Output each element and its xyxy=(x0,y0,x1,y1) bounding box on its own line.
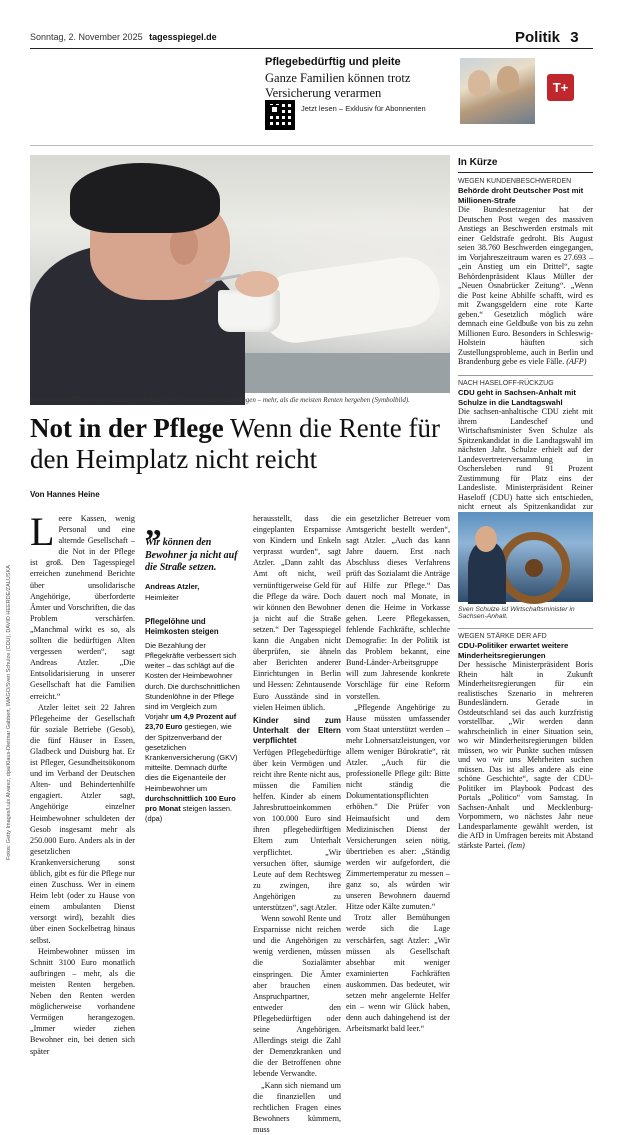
promo-rule xyxy=(30,145,593,146)
in-kurze-rule xyxy=(458,172,593,173)
schulze-photo xyxy=(458,512,593,602)
brief-divider xyxy=(458,375,593,376)
promo-cta[interactable]: Jetzt lesen – Exklusiv für Abonnenten xyxy=(301,104,426,113)
news-brief-text: Die sachsen-anhaltische CDU zieht mit ihrem Landeschef und Wirtschaftsminister Sven Schulze als Spitzenkandidat in die Landtagswahl im nächsten Jahr. Schulze erhielt auf der Landesvertreterversammlung in Oschersleben rund 91 Prozent Zustimmung für Platz eins der Landesliste. Ministerpräsident Reiner Haseloff (CDU) hatte sich entschieden, nicht erneut als Spitzenkandidat zur xyxy=(458,407,593,512)
promo-headline[interactable]: Pflegebedürftig und pleite xyxy=(265,56,401,68)
news-brief[interactable] xyxy=(458,632,593,850)
page-number: 3 xyxy=(570,29,579,46)
article-paragraph: Verfügen Pflegebedürftige über kein Vermögen und reicht ihre Rente nicht aus, müssen die Familien helfen. Kinder ab einem Jahresbruttoeinkommen von 100.000 Euro sind ihren pflegebedürftigen Eltern zum Unterhalt verpflichtet. „Wir versuchen öfter, säumige Leute auf dem Rechtsweg zu zwingen, ihre Angehörigen zu unterstützen“, sagt Atzler. xyxy=(253,747,341,912)
article-paragraph: Atzler leitet seit 22 Jahren Pflegeheime der Gesellschaft für soziale Betriebe (Gesob), die fünf Häuser in Essen, Gladbeck und Duisburg hat. Er ist Pfleger, Gesundheitsökonom und im Verband der Deutschen Alten- und Behindertenhilfe engagiert. Atzler sagt, Angehörige einzelner Heimbewohner schuldeten der Gesob insgesamt mehr als 250.000 Euro. Anders als in der gesetzlichen Krankenversicherung sonst üblich, gibt es für die Pflege nur einen Zuschuss. Wer in einem Heim lebt (oder zu Hause von einem ambulanten Dienst versorgt wird), bezahlt dies über einen Sockelbetrag hinaus selbst. xyxy=(30,702,135,945)
quote-mark-icon: „ xyxy=(145,506,162,543)
news-brief-text: Der hessische Ministerpräsident Boris Rhein hält in Zukunft Minderheitsregierungen für ein realistisches Szenario in mehreren Bundesländern. Gerade in Ostdeutschland sei das auch kurzfristig vorstellbar. „Wir werden dann wahrscheinlich in einer Situation sein, wo wir Minderheitsregierungen bilden müssen, wo wir Punkte suchen müssen und wo wir uns Mehrheiten suchen müssen. Das ist alles andere als eine schöne Geschichte“, sagte der CDU-Politiker im Playbook Podcast des Portals „Politico“ vom Samstag. In Sachsen-Anhalt und Mecklenburg-Vorpommern, wo nächstes Jahr neue Landesparlamente gewählt werden, ist die AfD in Umfragen bereits mit Abstand stärkste Partei. (lem) xyxy=(458,660,593,850)
article-headline[interactable] xyxy=(30,413,450,475)
article-paragraph: „Kann sich niemand um die finanziellen und rechtlichen Fragen eines Bewohners kümmern, muss xyxy=(253,1080,341,1134)
promo-photo-person xyxy=(468,70,490,96)
info-box-title: Pflegelöhne und Heimkosten steigen xyxy=(145,616,219,636)
main-photo xyxy=(30,155,450,393)
article-paragraph: „Pflegende Angehörige zu Hause müssten umfassender vom Staat unterstützt werden – mehr Lohnersatzleistungen, vor allem weniger Bürokratie“, rät Atzler. „Auch für die professionelle Pflege gilt: Bitte nicht ständig die Dokumentationspflichten erhöhen.“ Die Prüfer von Heimaufsicht und dem Medizinischen Dienst der Versicherungen seien nötig, übertrieben es aber: „Ständig werden wir aufgefordert, die Zimmertemperatur zu messen – ganz so, als würden wir unseren Bewohnern dauernd Hitze oder Kälte zumuten.“ xyxy=(346,702,450,912)
article-paragraph: Trotz aller Bemühungen werde sich die Lage verschärfen, sagt Atzler: „Wir müssen als Gesellschaft absehbar mit weniger examinierten Fachkräften auskommen. Das bedeutet, wir setzen mehr angelernte Helfer ein – wenn wir Glück haben, denn auch dahingehend ist der Arbeitsmarkt bald leer.“ xyxy=(346,913,450,1034)
in-kurze-title: In Kürze xyxy=(458,157,498,168)
info-box: Pflegelöhne und Heimkosten steigen Die Bezahlung der Pflegekräfte verbessert sich weiter – das schlägt auf die Kosten der Heimbewohner durch. Die durchschnittlichen Stundenlöhne in der Pflege sind im Vergleich zum Vorjahr um 4,9 Prozent auf 23,70 Euro gestiegen, wie der Spitzenverband der gesetzlichen Krankenversicherung (GKV) mitteilte. Demnach dürfte dies die Eigenanteile der Heimbewohner um durchschnittlich 100 Euro pro Monat steigen lassen. (dpa) xyxy=(145,616,240,824)
photo-person-head xyxy=(475,526,497,552)
photo-table xyxy=(220,353,450,393)
article-paragraph: ein gesetzlicher Betreuer vom Amtsgericht bestellt werden“, sagt Atzler. „Auch das kann Jahre dauern. Erst nach Abschluss dieses Verfahrens prüft das Sozialamt die Anträge auf Hilfe zur Pflege.“ Das dauert noch mal Monate, in denen die Heime in Vorkasse gehen. Leere Pflegekassen, fehlende Fachkräfte, schlechte Demografie: In der Politik ist das Problem bekannt, eine Bund-Länder-Arbeitsgruppe will zum Jahresende konkrete Vorschläge für eine Reform vorstellen. xyxy=(346,514,450,701)
news-brief-title: CDU-Politiker erwartet weitere Minderheitsregierungen xyxy=(458,641,569,660)
news-brief-title: Behörde droht Deutscher Post mit Millionen-Strafe xyxy=(458,186,584,205)
article-column-1 xyxy=(30,509,135,1057)
promo-photo-person xyxy=(497,66,519,92)
masthead-date-line xyxy=(30,32,217,42)
article-column-4 xyxy=(346,513,450,1034)
brief-divider xyxy=(458,628,593,629)
headline-topic: Not in der Pflege xyxy=(30,413,224,443)
photo-caregiver-hand xyxy=(235,271,279,297)
news-brief-kicker: WEGEN STÄRKE DER AFD xyxy=(458,633,547,640)
headline-text: Wenn die Rente für den Heimplatz nicht reicht xyxy=(30,413,440,475)
dropcap: L xyxy=(30,509,55,554)
news-brief-text: Die Bundesnetzagentur hat der Deutschen Post wegen des massiven Anstiegs an Beschwerden erstmals mit einer Geldstrafe gedroht. Bis August seien 38.760 Beschwerden eingegangen, im Vorjahreszeitraum waren es 27.693 – „ein Anstieg um ein Drittel“, sagte Behördenpräsident Klaus Müller der „Neuen Osnabrücker Zeitung“. „Wenn die Post keine Abhilfe schafft, wird es mit Zwangsgeldern eine rote Karte geben.“ Gesetzlich möglich wäre demnach eine Geldbuße von bis zu zehn Millionen Euro. Besonders in Schleswig-Holstein häuften sich Zustellungsprobleme, auch in Berlin und Brandenburg gebe es viele Fälle. (AFP) xyxy=(458,205,593,367)
promo-subline[interactable]: Ganze Familien können trotz Versicherung verarmen xyxy=(265,71,411,100)
byline: Von Hannes Heine xyxy=(30,490,100,499)
schulze-photo-caption: Sven Schulze ist Wirtschaftsminister in Sachsen-Anhalt. xyxy=(458,606,575,620)
article-column-3 xyxy=(253,513,341,1135)
article-paragraph: Heimbewohner müssen im Schnitt 3100 Euro monatlich aufbringen – mehr, als die meisten Renten hergeben. Neben den Renten werden möglicherweise vorhandene Vermögen herangezogen. „Immer wieder ziehen Bewohner ein, bei denen sich später xyxy=(30,946,135,1056)
pull-quote: Wir können den Bewohner ja nicht auf die Straße setzen. xyxy=(145,537,238,573)
article-paragraph: Wenn sowohl Rente und Ersparnisse nicht reichen und die Angehörigen zu wenig verdienen, müssen die Sozialämter einspringen. Die Ämter aber brauchen einen Anspruchpartner, entweder den Pflegebedürftigen oder seine Angehörigen. Allerdings steigt die Zahl der Demenzkranken und die der Betroffenen ohne lebende Verwandte. xyxy=(253,914,341,1079)
qr-code-icon[interactable] xyxy=(265,100,295,130)
section-label xyxy=(515,29,579,46)
article-paragraph: Leere Kassen, wenig Personal und eine alternde Gesellschaft – die Not in der Pflege ist groß. Den Tagesspiegel erreichen zunehmend Berichte über unsolidarische Angehörige, überforderte Ämter und Vorschriften, die das Problem verschärfen. „Manchmal wirkt es so, als sollten die bedürftigen Alten vergessen werden“, sagt Andreas Atzler. „Die Entsolidarisierung in unserer Gesellschaft hat die Familien erreicht.“ xyxy=(30,509,135,701)
article-paragraph: herausstellt, dass die eingeplanten Ersparnisse von Kindern und Enkeln verprasst wurden“, sagt Atzler. „Dann zahlt das Amt oft nicht, weil vernünftigerweise Geld für die Pflege da wäre. Doch wir können den Bewohner ja nicht auf die Straße setzen.“ Der Tagesspiegel kann die Angaben nicht überprüfen, sie ähneln aber Berichten anderer Einrichtungen in Berlin und Hessen: Zehntausende Euro Ausstände sind in vielen Heimen üblich. xyxy=(253,514,341,712)
header-rule xyxy=(30,48,593,49)
news-brief-title: CDU geht in Sachsen-Anhalt mit Schulze in die Landtagswahl xyxy=(458,388,576,407)
masthead-site[interactable]: tagesspiegel.de xyxy=(149,32,217,42)
quote-author: Andreas Atzler, Heimleiter xyxy=(145,581,200,602)
news-brief-kicker: NACH HASELOFF-RÜCKZUG xyxy=(458,380,554,387)
article-column-2 xyxy=(145,506,240,824)
photo-man-cap xyxy=(70,163,220,233)
news-brief-kicker: WEGEN KUNDENBESCHWERDEN xyxy=(458,178,572,185)
ship-wheel-hub xyxy=(525,559,543,577)
photo-caption: Bewohner von Pflegeheimen müssen im Schnitt 3100 Euro monatlich aufbringen – mehr, als die meisten Renten hergeben (Symbolbild). xyxy=(30,396,410,404)
article-subhead: Kinder sind zum Unterhalt der Eltern verpflichtet xyxy=(253,715,341,745)
tplus-badge-icon[interactable]: T+ xyxy=(547,74,574,101)
masthead-date: Sonntag, 2. November 2025 xyxy=(30,32,143,42)
news-brief[interactable] xyxy=(458,177,593,367)
section-name: Politik xyxy=(515,29,561,46)
photo-credit: Fotos: Getty Images/Luis Alvarez, dpa/Klaus-Dietmar Gabbert, IMAGO/Sven Schulze (CDU), DAVID HEERDE/ZALUSKA xyxy=(6,565,12,860)
